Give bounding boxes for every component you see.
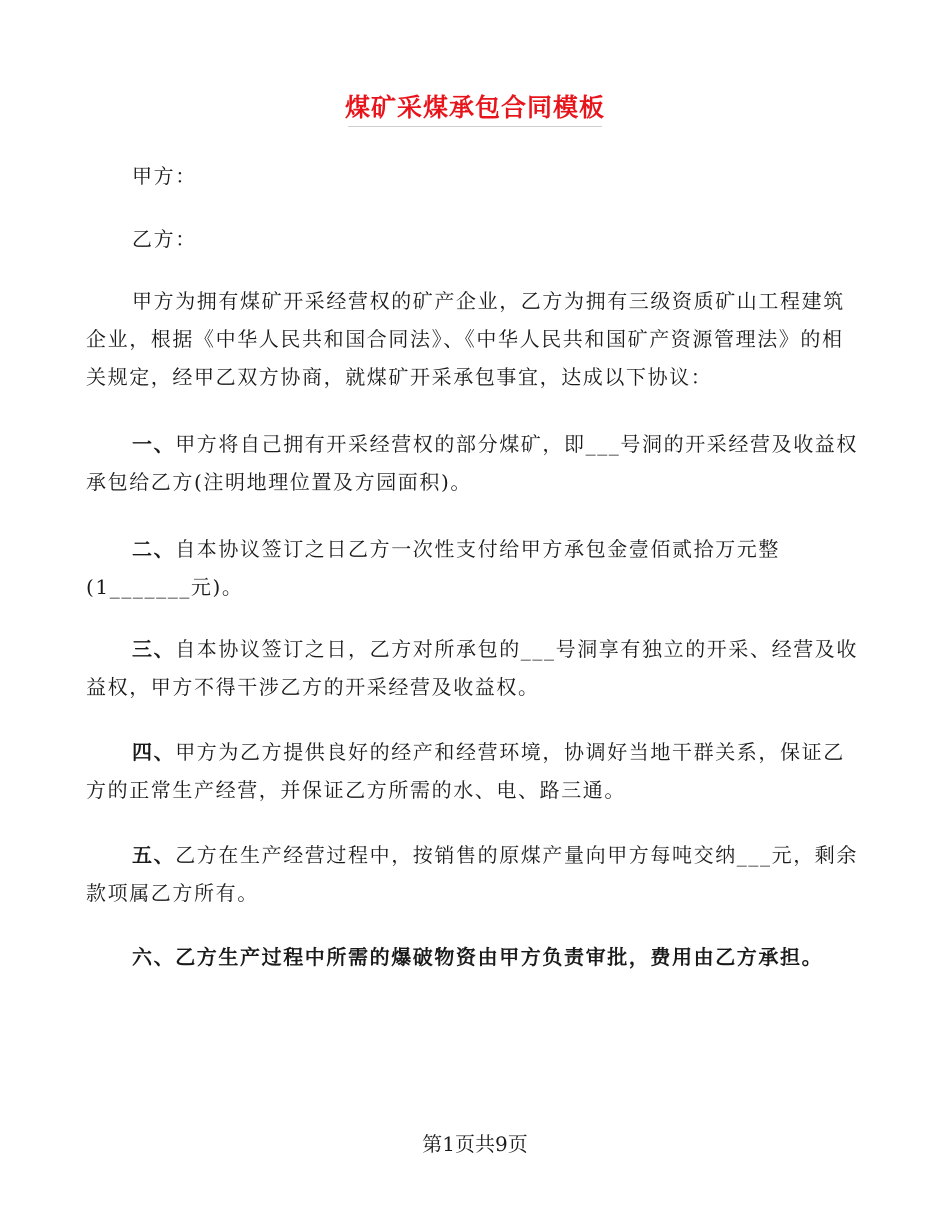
clause-4 — [86, 733, 864, 809]
clause-6 — [86, 938, 864, 976]
clause-5-number: 五、 — [132, 843, 176, 867]
clause-1 — [86, 425, 864, 501]
party-a-line: 甲方： — [132, 164, 197, 188]
clause-2 — [86, 530, 864, 606]
clause-6-number: 六、 — [132, 945, 176, 969]
intro-paragraph: 甲方为拥有煤矿开采经营权的矿产企业，乙方为拥有三级资质矿山工程建筑企业，根据《中华人民共和国合同法》、《中华人民共和国矿产资源管理法》的相关规定，经甲乙双方协商，就煤矿开采承包事宜，达成以下协议： — [86, 289, 845, 389]
clause-2-number: 二、 — [132, 537, 176, 561]
title-underline — [348, 126, 602, 127]
clause-3 — [86, 630, 864, 706]
clause-2-text: 自本协议签订之日乙方一次性支付给甲方承包金壹佰贰拾万元整(1_______元)。 — [86, 537, 781, 599]
clause-3-number: 三、 — [132, 637, 176, 661]
clause-4-text: 甲方为乙方提供良好的经产和经营环境，协调好当地干群关系，保证乙方的正常生产经营，并保证乙方所需的水、电、路三通。 — [86, 740, 845, 802]
clause-6-text: 乙方生产过程中所需的爆破物资由甲方负责审批，费用由乙方承担。 — [175, 945, 824, 969]
page-indicator: 第1页共9页 — [422, 1132, 528, 1156]
clause-5 — [86, 836, 864, 912]
party-b-line: 乙方： — [132, 227, 197, 251]
clause-4-number: 四、 — [132, 740, 176, 764]
clause-1-number: 一、 — [132, 432, 176, 456]
clause-5-text: 乙方在生产经营过程中，按销售的原煤产量向甲方每吨交纳___元，剩余款项属乙方所有。 — [86, 843, 859, 905]
clause-1-text: 甲方将自己拥有开采经营权的部分煤矿，即___号洞的开采经营及收益权承包给乙方(注明地理位置及方园面积)。 — [86, 432, 859, 494]
document-title: 煤矿采煤承包合同模板 — [344, 93, 605, 122]
clause-3-text: 自本协议签订之日，乙方对所承包的___号洞享有独立的开采、经营及收益权，甲方不得干涉乙方的开采经营及收益权。 — [86, 637, 859, 699]
